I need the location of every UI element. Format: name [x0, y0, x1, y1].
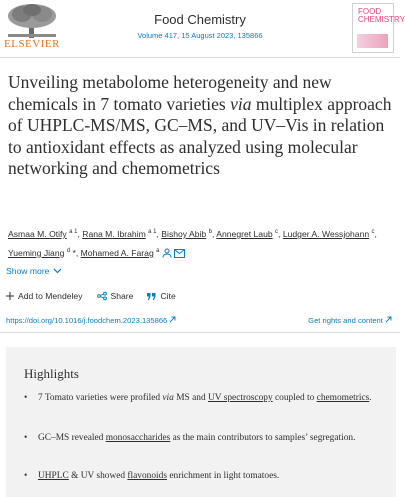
cover-title-line1: FOOD [358, 7, 382, 16]
author-link[interactable]: Annegret Laub [216, 228, 273, 239]
text-run: . [369, 393, 372, 403]
highlights-section [6, 347, 396, 497]
author-affiliation: b [208, 229, 212, 235]
author-list: Asmaa M. Otify $^{a 1}$, Rana M. Ibrahim $^{a 1}$, Bishoy Abib $^b$, Annegret Laub $^c$, Ludger A. Wessjohann $^c$, Yueming Jiang $^d$ *, Mohamed A. Farag $^a$ [8, 228, 377, 258]
author-affiliation: c [275, 229, 279, 235]
bullet: • [24, 433, 28, 443]
topic-link[interactable]: chemometrics [316, 393, 370, 403]
author-affiliation: a [156, 247, 160, 254]
highlight-item [24, 431, 384, 446]
title-text-italic: via [230, 93, 252, 114]
topic-link[interactable]: monosaccharides [105, 433, 171, 443]
title-text-1: Unveiling metabolome heterogeneity and new chemicals in 7 tomato varieties [8, 72, 332, 114]
person-icon[interactable] [162, 248, 172, 258]
mendeley-label: Add to Mendeley [18, 291, 83, 301]
highlight-text [38, 469, 279, 484]
author-link[interactable]: Bishoy Abib [161, 228, 207, 239]
rights-text: Get rights and content [308, 316, 383, 325]
article-actions [6, 291, 176, 301]
author-link[interactable]: Rana M. Ibrahim [82, 228, 146, 239]
cover-title [358, 8, 405, 24]
text-run: GC–MS revealed [38, 433, 106, 443]
show-more-button[interactable] [6, 266, 62, 276]
author-link[interactable]: Ludger A. Wessjohann [282, 228, 370, 239]
text-run: & UV showed [68, 471, 128, 481]
corresponding-mark: * [70, 247, 76, 258]
highlight-text [38, 391, 372, 406]
text-run: as the main contributors to samples’ segregation. [170, 433, 356, 443]
share-icon [97, 292, 107, 300]
plus-icon [6, 292, 14, 300]
journal-volume-link[interactable]: Volume 417, 15 August 2023, 135866 [137, 31, 263, 40]
external-link-icon [169, 316, 176, 323]
journal-title[interactable]: Food Chemistry [154, 12, 246, 27]
journal-cover-thumbnail[interactable] [352, 3, 405, 53]
text-run: coupled to [272, 393, 317, 403]
text-run: enrichment in light tomatoes. [167, 471, 280, 481]
highlight-text [38, 431, 355, 446]
topic-link[interactable]: UV spectroscopy [207, 393, 273, 403]
cover-title-line2: CHEMISTRY [358, 15, 405, 24]
publisher-name: ELSEVIER [4, 38, 60, 50]
text-run: 7 Tomato varieties were profiled [38, 393, 163, 403]
author-affiliation: d [66, 247, 71, 254]
section-divider [0, 332, 400, 333]
cite-label: Cite [160, 291, 176, 301]
topic-link[interactable]: UHPLC [38, 471, 69, 481]
chevron-down-icon [53, 268, 62, 274]
add-to-mendeley-button[interactable] [6, 291, 83, 301]
get-rights-link[interactable] [308, 316, 392, 325]
header-divider [0, 57, 400, 58]
article-title [8, 72, 396, 180]
author-link[interactable]: Yueming Jiang [8, 247, 65, 258]
external-link-icon [385, 316, 392, 323]
envelope-icon[interactable] [174, 249, 185, 258]
author-affiliation: a 1 [148, 229, 157, 235]
author-link[interactable]: Asmaa M. Otify [8, 228, 67, 239]
text-run: via [162, 393, 174, 403]
text-run: MS and [173, 393, 208, 403]
bullet: • [24, 471, 28, 481]
share-button[interactable] [97, 291, 134, 301]
doi-link[interactable] [6, 316, 176, 325]
author-affiliation: a 1 [69, 229, 78, 235]
author-affiliation: c [371, 229, 375, 235]
doi-text: https://doi.org/10.1016/j.foodchem.2023.135866 [6, 316, 168, 325]
title-text-2: multiplex approach of UHPLC-MS/MS, GC–MS, and UV–Vis in relation to antioxidant effects as analyzed using molecular networking and chemometrics [8, 93, 392, 178]
highlight-item [24, 391, 384, 406]
share-label: Share [110, 291, 134, 301]
cover-image [357, 34, 388, 48]
highlight-item [24, 469, 384, 484]
bullet: • [24, 393, 28, 403]
highlights-heading: Highlights [24, 366, 79, 381]
topic-link[interactable]: flavonoids [127, 471, 168, 481]
quote-icon [147, 293, 156, 300]
article-header [0, 0, 405, 56]
author-link[interactable]: Mohamed A. Farag [80, 247, 154, 258]
cite-button[interactable] [147, 291, 175, 301]
show-more-label: Show more [6, 266, 50, 276]
